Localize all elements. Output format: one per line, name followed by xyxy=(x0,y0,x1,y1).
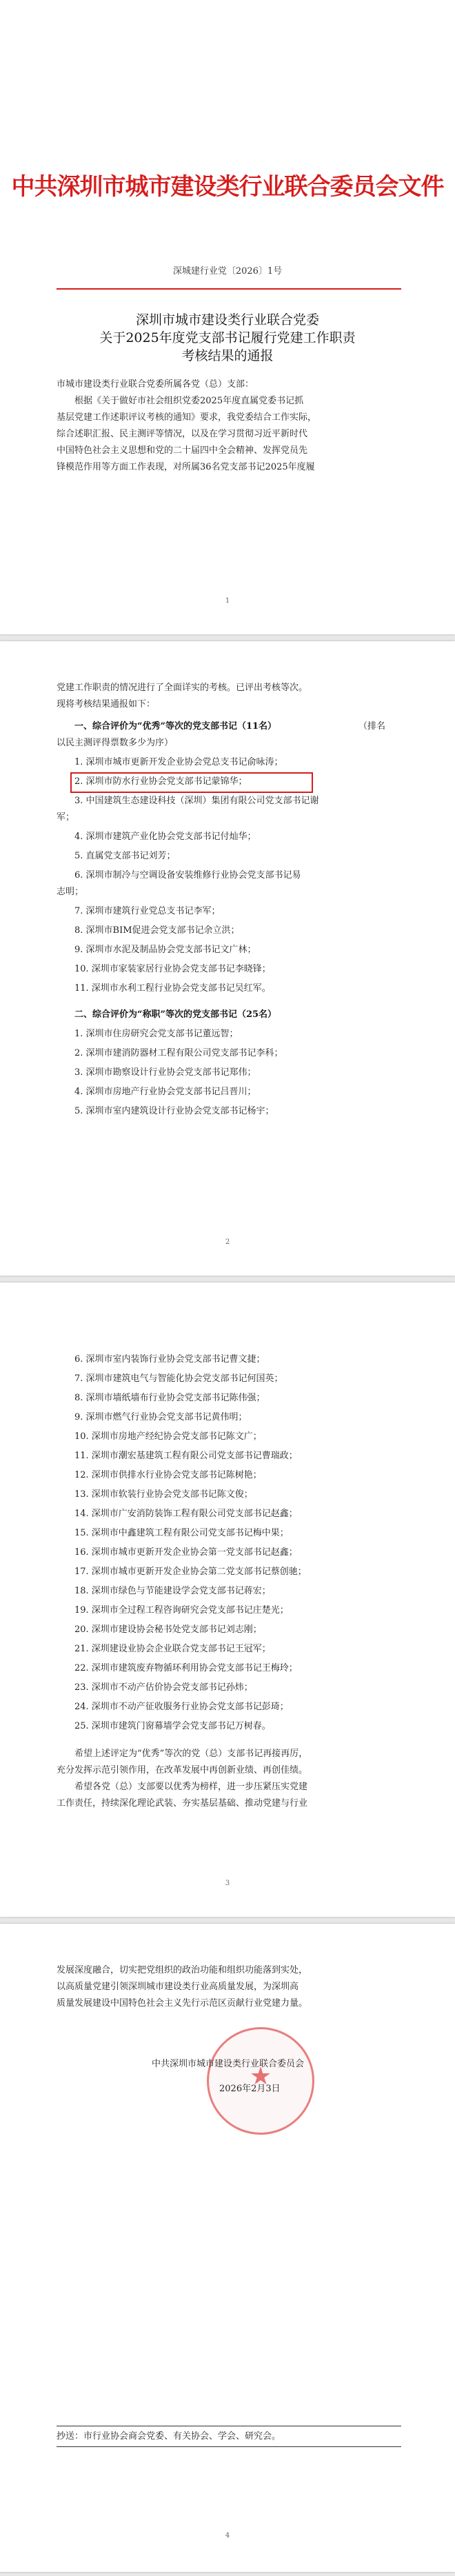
list-item: 9. 深圳市水泥及制品协会党支部书记文广林； xyxy=(74,945,256,955)
page-4 xyxy=(0,1924,455,2572)
page-number: 2 xyxy=(225,1238,230,1246)
salutation: 市城市建设类行业联合党委所属各党（总）支部： xyxy=(57,379,254,390)
document-header-title: 中共深圳市城市建设类行业联合委员会文件 xyxy=(11,173,444,201)
list-item: 17. 深圳市城市更新开发企业协会第二党支部书记蔡创驰； xyxy=(74,1567,307,1577)
list-item: 3. 中国建筑生态建设科技（深圳）集团有限公司党支部书记谢 xyxy=(74,796,319,806)
list-item: 11. 深圳市水利工程行业协会党支部书记吴红军。 xyxy=(74,983,271,994)
page-number: 3 xyxy=(225,1880,230,1887)
cc-bottom-rule xyxy=(57,2446,401,2447)
list-item: 7. 深圳市建筑行业党总支书记李军； xyxy=(74,906,221,916)
page-3 xyxy=(0,1282,455,1917)
list-item: 11. 深圳市潮宏基建筑工程有限公司党支部书记曹瑞政； xyxy=(74,1451,298,1461)
section-excellent-heading-tail: （排名 xyxy=(358,721,386,732)
list-item: 1. 深圳市城市更新开发企业协会党总支书记俞咏涛； xyxy=(74,757,283,767)
section-excellent-heading: 一、综合评价为“优秀”等次的党支部书记（11名） xyxy=(74,721,277,732)
list-item: 23. 深圳市不动产估价协会党支部书记孙炜； xyxy=(74,1682,253,1693)
title-line-1: 深圳市城市建设类行业联合党委 xyxy=(135,312,319,328)
list-item: 19. 深圳市全过程工程咨询研究会党支部书记庄楚光； xyxy=(74,1605,289,1616)
closing-line: 希望各党（总）支部要以优秀为榜样，进一步压紧压实党建 xyxy=(74,1782,308,1792)
list-item: 18. 深圳市绿色与节能建设学会党支部书记蒋宏； xyxy=(74,1586,271,1596)
list-item: 7. 深圳市建筑电气与智能化协会党支部书记何国英； xyxy=(74,1373,283,1384)
closing-line: 工作责任，持续深化理论武装、夯实基层基础、推动党建与行业 xyxy=(57,1798,308,1809)
intro-line: 根据《关于做好市社会组织党委2025年度直属党委书记抓 xyxy=(74,396,304,406)
signature-organization: 中共深圳市城市建设类行业联合委员会 xyxy=(152,2059,305,2069)
page-number: 1 xyxy=(225,597,230,605)
closing-line: 发展深度融合，切实把党组织的政治功能和组织功能落到实处， xyxy=(57,1965,308,1975)
seal-star-icon: ★ xyxy=(249,2062,272,2091)
section-excellent-note: 以民主测评得票数多少为序） xyxy=(57,738,174,748)
list-item: 6. 深圳市室内装饰行业协会党支部书记曹文捷； xyxy=(74,1354,265,1365)
page-1 xyxy=(0,0,455,634)
title-line-2: 关于2025年度党支部书记履行党建工作职责 xyxy=(99,330,356,345)
list-item: 6. 深圳市制冷与空调设备安装维修行业协会党支部书记易 xyxy=(74,870,301,881)
list-item: 14. 深圳市广安消防装饰工程有限公司党支部书记赵鑫； xyxy=(74,1509,298,1519)
list-item: 志明； xyxy=(57,887,84,897)
page-2 xyxy=(0,641,455,1276)
list-item: 军； xyxy=(57,812,75,823)
list-item: 1. 深圳市住房研究会党支部书记董远智； xyxy=(74,1029,239,1039)
list-item: 13. 深圳市软装行业协会党支部书记陈文俊； xyxy=(74,1489,253,1500)
official-seal xyxy=(207,2027,314,2135)
list-item: 5. 深圳市室内建筑设计行业协会党支部书记杨宇； xyxy=(74,1106,274,1116)
list-item: 10. 深圳市家装家居行业协会党支部书记李晓锋； xyxy=(74,964,271,974)
list-item: 8. 深圳市BIM促进会党支部书记余立洪； xyxy=(74,925,240,936)
list-item: 24. 深圳市不动产征收服务行业协会党支部书记彭琦； xyxy=(74,1702,289,1712)
section-competent-heading: 二、综合评价为“称职”等次的党支部书记（25名） xyxy=(74,1009,277,1020)
list-item-highlighted: 2. 深圳市防水行业协会党支部书记蒙锦华； xyxy=(74,776,247,787)
closing-line: 充分发挥示范引领作用，在改革发展中再创新业绩、再创佳绩。 xyxy=(57,1765,308,1775)
list-item: 9. 深圳市燃气行业协会党支部书记黄伟明； xyxy=(74,1412,247,1422)
signature-date: 2026年2月3日 xyxy=(219,2084,281,2094)
intro-continuation: 现将考核结果通报如下： xyxy=(57,699,156,710)
list-item: 12. 深圳市供排水行业协会党支部书记陈树艳； xyxy=(74,1470,262,1480)
list-item: 10. 深圳市房地产经纪协会党支部书记陈文广； xyxy=(74,1431,262,1442)
list-item: 4. 深圳市房地产行业协会党支部书记吕晋川； xyxy=(74,1087,256,1097)
intro-line: 基层党建工作述职评议考核的通知》要求，我党委结合工作实际， xyxy=(57,412,317,423)
list-item: 22. 深圳市建筑废弃物循环利用协会党支部书记王梅玲； xyxy=(74,1663,298,1673)
intro-line: 锋模范作用等方面工作表现，对所属36名党支部书记2025年度履 xyxy=(57,462,315,472)
highlight-box xyxy=(70,772,313,793)
closing-line: 以高质量党建引领深圳城市建设类行业高质量发展，为深圳高 xyxy=(57,1982,299,1992)
document-number: 深城建行业党〔2026〕1号 xyxy=(172,266,283,276)
list-item: 5. 直属党支部书记刘芳； xyxy=(74,851,176,861)
list-item: 2. 深圳市建消防器材工程有限公司党支部书记李科； xyxy=(74,1048,283,1058)
intro-continuation: 党建工作职责的情况进行了全面详实的考核。已评出考核等次。 xyxy=(57,683,308,693)
closing-line: 希望上述评定为“优秀”等次的党（总）支部书记再接再厉， xyxy=(74,1749,308,1759)
closing-line: 质量发展建设中国特色社会主义先行示范区贡献行业党建力量。 xyxy=(57,1998,308,2009)
title-line-3: 考核结果的通报 xyxy=(181,348,274,363)
list-item: 8. 深圳市墙纸墙布行业协会党支部书记陈伟强； xyxy=(74,1393,265,1403)
intro-line: 中国特色社会主义思想和党的二十届四中全会精神、发挥党员先 xyxy=(57,445,308,456)
list-item: 4. 深圳市建筑产业化协会党支部书记付灿华； xyxy=(74,832,256,842)
header-red-rule xyxy=(57,288,401,290)
list-item: 25. 深圳市建筑门窗幕墙学会党支部书记万树春。 xyxy=(74,1721,271,1731)
cc-line: 抄送：市行业协会商会党委、有关协会、学会、研究会。 xyxy=(57,2431,281,2442)
list-item: 16. 深圳市城市更新开发企业协会第一党支部书记赵鑫； xyxy=(74,1547,298,1558)
list-item: 21. 深圳建设业协会企业联合党支部书记王冠军； xyxy=(74,1644,271,1654)
page-number: 4 xyxy=(225,2532,230,2539)
list-item: 3. 深圳市勘察设计行业协会党支部书记郑伟； xyxy=(74,1067,256,1078)
intro-line: 综合述职汇报、民主测评等情况，以及在学习贯彻习近平新时代 xyxy=(57,429,308,439)
list-item: 20. 深圳市建设协会秘书处党支部书记刘志刚； xyxy=(74,1624,262,1635)
list-item: 15. 深圳市中鑫建筑工程有限公司党支部书记梅中果； xyxy=(74,1528,289,1538)
